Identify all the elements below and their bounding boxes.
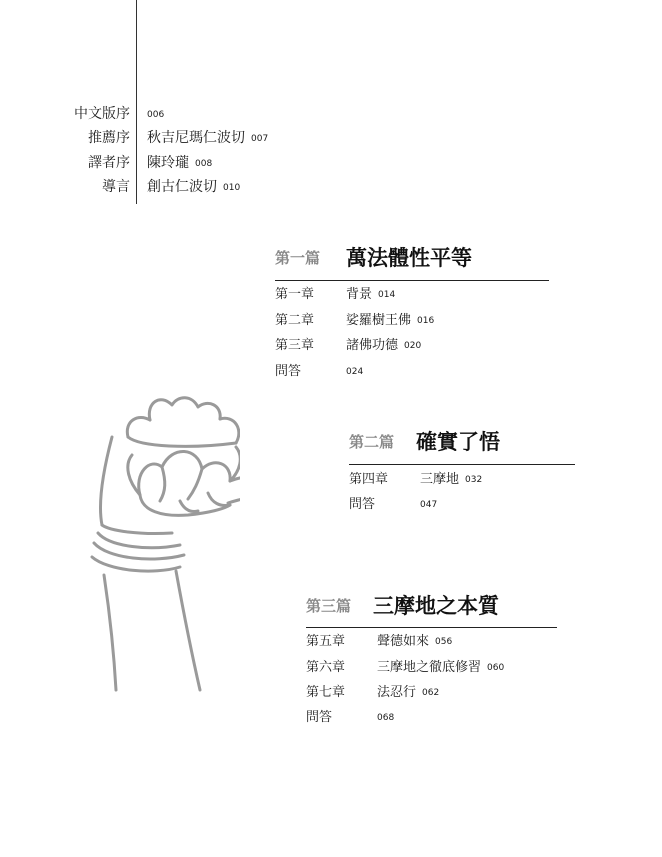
fm-label: 譯者序 — [88, 155, 130, 171]
margin-rule — [136, 0, 137, 204]
fm-title: 秋吉尼瑪仁波切 — [147, 130, 245, 146]
chapter-title-line — [377, 684, 439, 702]
chapter-title: 三摩地 — [420, 472, 460, 487]
chapter-label: 第六章 — [306, 660, 346, 675]
fm-page: 006 — [147, 110, 165, 120]
part-title: 三摩地之本質 — [373, 593, 500, 618]
chapter-label: 第五章 — [306, 634, 346, 649]
chapter-title: 背景 — [346, 287, 373, 302]
part-rule — [306, 627, 557, 628]
chapter-label: 問答 — [306, 710, 333, 725]
chapter-page: 047 — [420, 500, 438, 510]
chapter-label: 第一章 — [275, 287, 315, 302]
fm-entry[interactable] — [147, 128, 268, 149]
part-label: 第一篇 — [275, 248, 321, 267]
chapter-page: 068 — [377, 713, 395, 723]
chapter-page: 062 — [422, 688, 440, 698]
part-title: 確實了悟 — [416, 429, 501, 454]
chapter-label: 第三章 — [275, 338, 315, 353]
chapter-title-line — [377, 659, 504, 677]
chapter-title-line — [346, 286, 395, 304]
chapter-title-line — [377, 709, 394, 727]
fm-page: 010 — [223, 183, 241, 193]
fm-title: 創古仁波切 — [147, 179, 217, 195]
fm-entry[interactable] — [147, 104, 164, 125]
part-label: 第二篇 — [349, 432, 395, 451]
chapter-title-line — [346, 337, 421, 355]
fm-label: 導言 — [102, 179, 130, 195]
fm-entry[interactable] — [147, 153, 212, 174]
fm-page: 007 — [251, 134, 269, 144]
chapter-title: 聲德如來 — [377, 634, 430, 649]
part-heading — [349, 426, 500, 456]
chapter-page: 032 — [465, 475, 483, 485]
chapter-page: 014 — [378, 290, 396, 300]
chapter-page: 016 — [417, 316, 435, 326]
chapter-title: 諸佛功德 — [346, 338, 399, 353]
chapter-label: 第七章 — [306, 685, 346, 700]
chapter-label: 第四章 — [349, 472, 389, 487]
chapter-label: 第二章 — [275, 313, 315, 328]
part-label: 第三篇 — [306, 596, 352, 615]
fm-page: 008 — [195, 159, 213, 169]
chapter-title-line — [420, 496, 437, 514]
chapter-label: 問答 — [349, 497, 376, 512]
part-rule — [349, 464, 575, 465]
fm-label: 推薦序 — [88, 130, 130, 146]
part-heading — [275, 242, 472, 272]
chapter-title: 娑羅樹王佛 — [346, 313, 412, 328]
fm-title: 陳玲瓏 — [147, 155, 189, 171]
hand-holding-lotus-icon — [80, 385, 240, 695]
chapter-page: 020 — [404, 341, 422, 351]
part-heading — [306, 590, 499, 620]
part-title: 萬法體性平等 — [346, 245, 473, 270]
chapter-title: 法忍行 — [377, 685, 417, 700]
chapter-title-line — [346, 363, 363, 381]
chapter-title-line — [377, 633, 452, 651]
fm-label: 中文版序 — [74, 106, 130, 122]
chapter-title-line — [346, 312, 434, 330]
fm-entry[interactable] — [147, 177, 240, 198]
chapter-title: 三摩地之徹底修習 — [377, 660, 482, 675]
chapter-label: 問答 — [275, 364, 302, 379]
chapter-page: 060 — [487, 663, 505, 673]
chapter-page: 024 — [346, 367, 364, 377]
part-rule — [275, 280, 549, 281]
chapter-page: 056 — [435, 637, 453, 647]
chapter-title-line — [420, 471, 482, 489]
